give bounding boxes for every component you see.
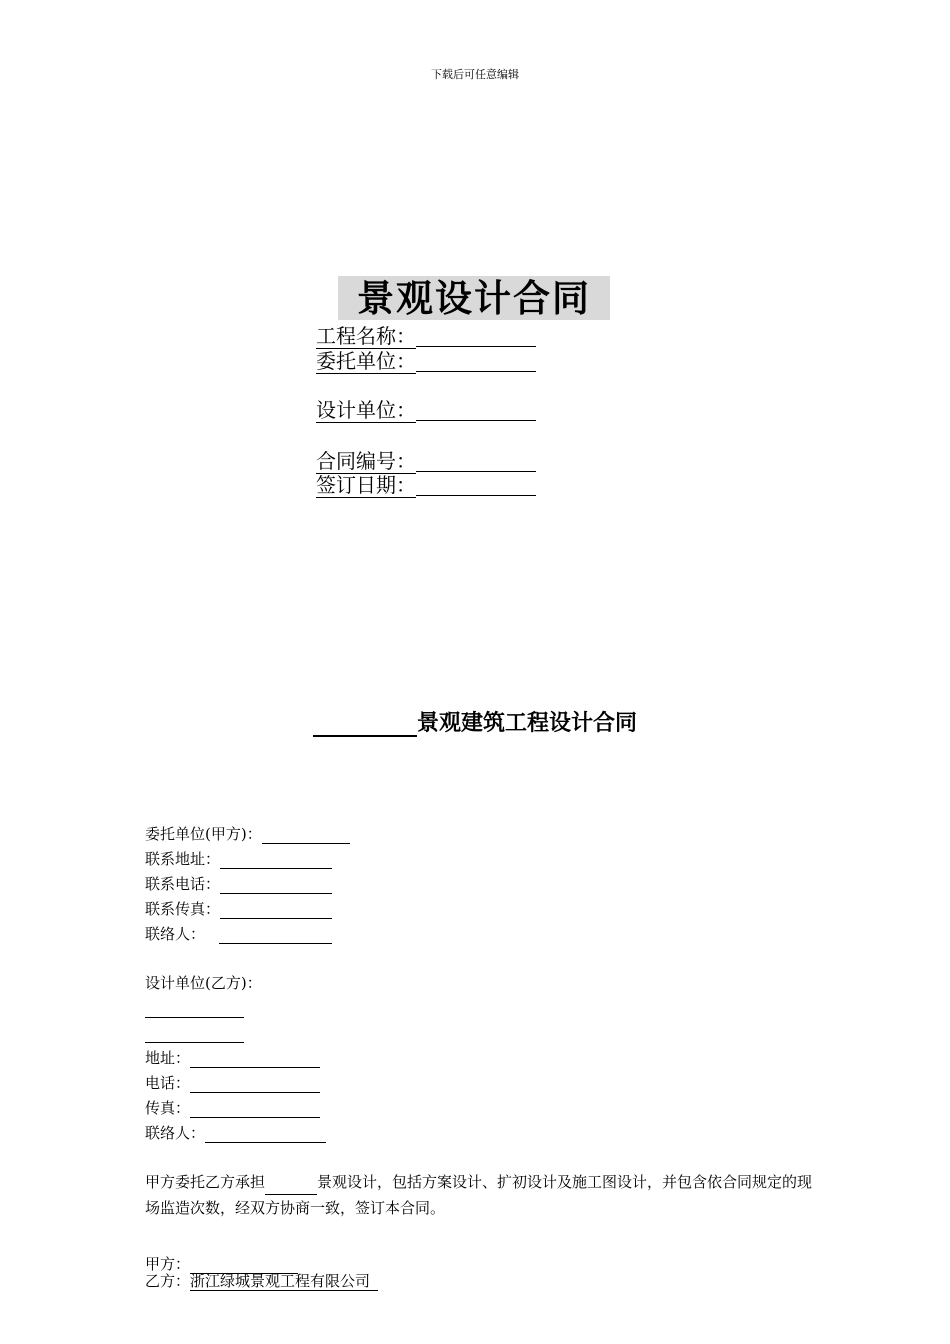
party-a-blank (262, 827, 350, 844)
party-a-fax-blank (220, 902, 332, 919)
party-b-address-label: 地址： (145, 1049, 191, 1067)
cover-field-blank (416, 349, 536, 372)
party-b-name-line-2 (145, 1023, 244, 1043)
party-b-contact-label: 联络人： (145, 1124, 206, 1142)
party-b-label: 设计单位(乙方)： (145, 974, 262, 992)
party-b-address (145, 1048, 320, 1068)
intro-after-text: 景观设计，包括方案设计、扩初设计及施工图设计，并包含依合同规定的现场监造次数，经双方协商一致，签订本合同。 (145, 1173, 813, 1217)
party-b-contact-blank (205, 1126, 326, 1143)
party-b-name-blank (145, 1001, 244, 1018)
party-b-name-line-1 (145, 998, 244, 1018)
page-header: 下载后可任意编辑 (431, 68, 519, 81)
intro-blank (265, 1176, 317, 1195)
party-a-phone (145, 874, 332, 894)
sign-party-b-label: 乙方： (145, 1272, 191, 1290)
party-a-fax-label: 联系传真： (145, 900, 221, 918)
party-a-address-blank (220, 852, 332, 869)
party-b-contact (145, 1123, 326, 1143)
cover-field-blank (416, 398, 536, 421)
sign-party-b-name: 浙江绿城景观工程有限公司 (190, 1272, 378, 1291)
cover-field-designer (316, 398, 536, 422)
cover-field-client (316, 349, 536, 373)
cover-field-blank (416, 449, 536, 472)
party-b-address-blank (190, 1051, 320, 1068)
intro-before-text: 甲方委托乙方承担 (145, 1173, 266, 1191)
cover-field-sign-date (316, 473, 536, 497)
party-a-contact-blank (219, 927, 332, 944)
party-b-name-blank (145, 1026, 244, 1043)
contract-title (0, 706, 950, 737)
sign-party-b (145, 1271, 378, 1291)
cover-field-blank (416, 324, 536, 347)
party-b-fax-label: 传真： (145, 1099, 191, 1117)
party-a-label-text: 委托单位(甲方)： (145, 825, 262, 843)
contract-title-text: 景观建筑工程设计合同 (416, 710, 637, 736)
party-a-phone-blank (220, 877, 332, 894)
party-b-phone (145, 1073, 320, 1093)
party-b-fax-blank (190, 1101, 320, 1118)
cover-field-project-name (316, 324, 536, 348)
party-b-fax (145, 1098, 320, 1118)
intro-paragraph (145, 1169, 815, 1221)
contract-title-blank (313, 711, 417, 737)
party-a-address-label: 联系地址： (145, 850, 221, 868)
cover-field-label: 委托单位： (316, 349, 416, 373)
cover-field-label: 设计单位： (316, 398, 416, 422)
cover-field-label: 工程名称： (316, 324, 416, 348)
party-a-fax (145, 899, 332, 919)
cover-title: 景观设计合同 (338, 276, 610, 320)
cover-field-label: 签订日期： (316, 473, 416, 497)
party-a-address (145, 849, 332, 869)
party-b-phone-blank (190, 1076, 320, 1093)
party-a-phone-label: 联系电话： (145, 875, 221, 893)
cover-field-contract-no (316, 449, 536, 473)
party-b-phone-label: 电话： (145, 1074, 191, 1092)
party-a-contact-label: 联络人： (145, 925, 206, 943)
sign-party-a-label: 甲方： (145, 1255, 191, 1273)
party-a-label (145, 824, 350, 844)
party-a-contact (145, 924, 332, 944)
cover-field-label: 合同编号： (316, 449, 416, 473)
cover-field-blank (416, 473, 536, 496)
